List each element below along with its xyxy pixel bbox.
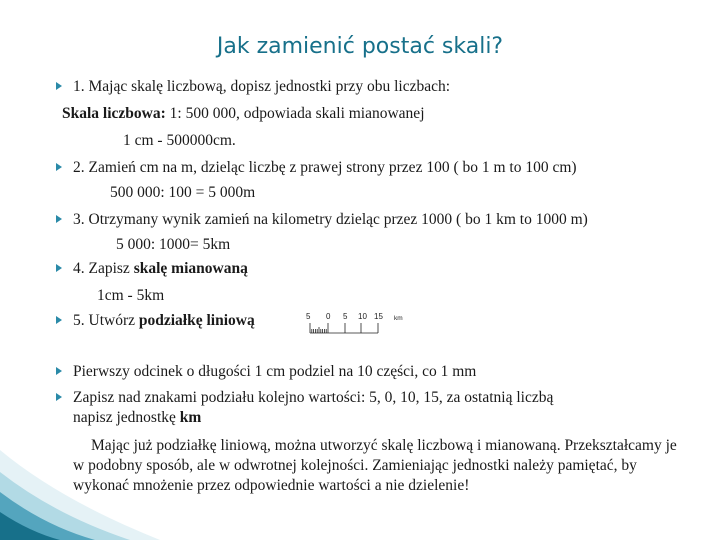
- step-4: [73, 259, 248, 278]
- first-segment: Pierwszy odcinek o długości 1 cm podziel na 10 części, co 1 mm: [73, 363, 477, 380]
- closing-paragraph: Mając już podziałkę liniową, można utworzyć skalę liczbową i mianowaną. Przekształcamy je w podobny sposób, ale w odwrotnej kolejności. Zamieniając jednostki należy pamiętać, by wykonać mnożenie przez odpowiednie wartości a nie dzielenie!: [73, 437, 677, 494]
- step-4-bold: skalę mianowaną: [133, 260, 248, 277]
- calc-kilometers: 5 000: 1000= 5km: [116, 236, 231, 253]
- scale-tick-label: 10: [358, 312, 367, 321]
- step-5-bold: podziałkę liniową: [138, 312, 255, 329]
- write-values-unit: [73, 408, 201, 427]
- bullet-icon: [56, 215, 62, 223]
- numeric-scale-value: 1: 500 000, odpowiada skali mianowanej: [165, 105, 425, 122]
- numeric-scale-label: Skala liczbowa:: [62, 105, 166, 122]
- corner-decoration: [0, 430, 160, 540]
- step-5: [73, 311, 255, 330]
- scale-tick-label: 5: [306, 312, 311, 321]
- bullet-icon: [56, 316, 62, 324]
- bullet-icon: [56, 367, 62, 375]
- bullet-icon: [56, 163, 62, 171]
- numeric-scale-line: [62, 104, 425, 123]
- bullet-icon: [56, 264, 62, 272]
- step-4-text: 4. Zapisz: [73, 260, 134, 277]
- write-values-bold: km: [179, 409, 202, 426]
- scale-unit-label: km: [394, 315, 403, 322]
- scale-equivalent: 1 cm - 500000cm.: [123, 132, 236, 149]
- bullet-icon: [56, 82, 62, 90]
- write-values: Zapisz nad znakami podziału kolejno wartości: 5, 0, 10, 15, za ostatnią liczbą: [73, 389, 554, 406]
- step-5-text: 5. Utwórz: [73, 312, 139, 329]
- bullet-icon: [56, 393, 62, 401]
- linear-scale-diagram: [306, 311, 410, 337]
- write-values-text: napisz jednostkę: [73, 409, 180, 426]
- scale-tick-label: 5: [343, 312, 348, 321]
- named-scale: 1cm - 5km: [97, 287, 165, 304]
- scale-bar: [310, 323, 378, 333]
- step-2: 2. Zamień cm na m, dzieląc liczbę z prawej strony przez 100 ( bo 1 m to 100 cm): [73, 159, 577, 176]
- scale-tick-label: 0: [326, 312, 331, 321]
- page-title: Jak zamienić postać skali?: [216, 34, 504, 59]
- step-1: 1. Mając skalę liczbową, dopisz jednostki przy obu liczbach:: [73, 78, 451, 95]
- calc-meters: 500 000: 100 = 5 000m: [110, 184, 256, 201]
- scale-tick-label: 15: [374, 312, 383, 321]
- step-3: 3. Otrzymany wynik zamień na kilometry dzieląc przez 1000 ( bo 1 km to 1000 m): [73, 211, 588, 228]
